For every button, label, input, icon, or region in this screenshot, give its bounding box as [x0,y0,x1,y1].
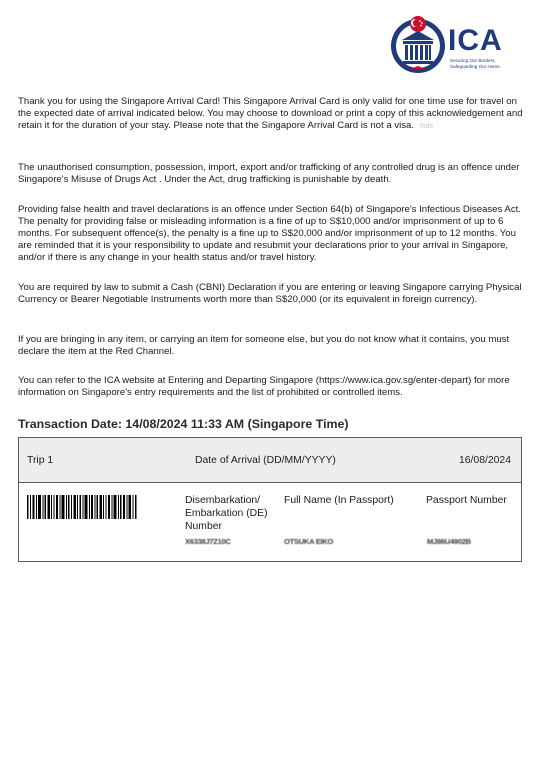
faint-mark: fsde [420,123,434,130]
ica-website-paragraph: You can refer to the ICA website at Entering and Departing Singapore (https://www.ica.gov.sg/enter-depart) for more information on Singapore's entry requirements and the list of prohibited or controlled items. [18,375,510,398]
full-name-value: OTSUKA EIKO [284,537,334,546]
passport-number-label: Passport Number [426,495,507,506]
full-name-label: Full Name (In Passport) [284,495,394,506]
arrival-date-value: 16/08/2024 [458,455,511,466]
drug-warning-paragraph: The unauthorised consumption, possession, import, export and/or trafficking of any controlled drug is an offence under Singapore's Misuse of Drugs Act . Under the Act, drug trafficking is punishable by death. [18,162,520,185]
transaction-date: Transaction Date: 14/08/2024 11:33 AM (Singapore Time) [18,417,349,431]
brand-tagline: Securing Our Borders, Safeguarding Our Home [450,58,500,69]
intro-paragraph: Thank you for using the Singapore Arrival Card! This Singapore Arrival Card is only valid for one time use for travel on the expected date of arrival indicated below. You may choose to download or print a copy of this acknowledgement and retain it for the duration of your stay. Please note that the Singapore Arrival Card is not a visa. fsde [18,96,523,131]
arrival-date-label: Date of Arrival (DD/MM/YYYY) [195,455,336,466]
brand-name: ICA [448,24,503,57]
health-declaration-paragraph: Providing false health and travel declarations is an offence under Section 64(b) of Singapore's Infectious Diseases Act. The penalty for providing false or misleading information is a fine of up to S$10,000 and/or imprisonment of up to 6 months. For subsequent offence(s), the penalty is a fine up to S$20,000 and/or imprisonment of up to 12 months. You are reminded that it is your responsibility to update and resubmit your declarations prior to your arrival in Singapore, and/or if there is any change in your health status and/or travel history. [18,204,521,263]
trip-table [18,437,522,562]
trip-label: Trip 1 [27,455,54,466]
passport-number-value: MJ86U4902B [427,537,471,546]
de-number-label: Disembarkation/ Embarkation (DE) Number [185,495,268,532]
ica-logo [388,14,516,80]
de-number-value: X6338J7Z10C [185,537,231,546]
trip-header-row [19,438,521,483]
red-channel-paragraph: If you are bringing in any item, or carrying an item for someone else, but you do not know what it contains, you must declare the item at the Red Channel. [18,334,510,357]
cash-declaration-paragraph: You are required by law to submit a Cash (CBNI) Declaration if you are entering or leaving Singapore carrying Physical Currency or Bearer Negotiable Instruments worth more than S$20,000 (or its equivalent in foreign currency). [18,282,522,305]
ica-emblem-icon [388,14,448,76]
barcode [27,495,137,519]
